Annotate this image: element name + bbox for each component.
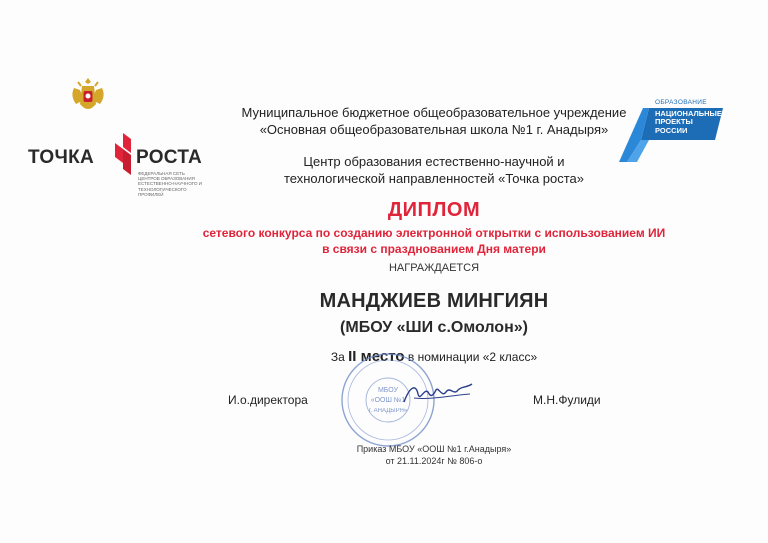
placement-place: II место	[348, 348, 405, 365]
stamp-line: г. АНАДЫРЯ»	[368, 408, 408, 414]
winner-school: (МБОУ «ШИ с.Омолон»)	[340, 319, 528, 336]
contest-line: в связи с празднованием Дня матери	[322, 242, 546, 256]
org-line: «Основная общеобразовательная школа №1 г. Анадыря»	[259, 122, 609, 137]
np-line: РОССИИ	[655, 125, 688, 135]
center-line: технологической направленностей «Точка роста»	[283, 171, 585, 186]
subtitle-line: ТЕХНОЛОГИЧЕСКОГО	[138, 186, 187, 192]
director-role: И.о.директора	[228, 393, 308, 407]
np-line: НАЦИОНАЛЬНЫЕ	[655, 109, 722, 118]
center-line: Центр образования естественно-научной и	[303, 154, 565, 169]
subtitle-line: ЕСТЕСТВЕННО-НАУЧНОГО И	[138, 181, 203, 187]
director-signature	[400, 380, 476, 408]
stamp-line: «ООШ №1	[370, 397, 406, 404]
national-projects-top-label: ОБРАЗОВАНИЕ	[655, 99, 707, 106]
winner-name: МАНДЖИЕВ МИНГИЯН	[319, 290, 549, 312]
subtitle-line: ФЕДЕРАЛЬНАЯ СЕТЬ	[138, 171, 185, 176]
contest-line: сетевого конкурса по созданию электронной открытки с использованием ИИ	[202, 226, 666, 240]
np-line: ПРОЕКТЫ	[655, 117, 693, 127]
order-line: от 21.11.2024г № 806-о	[385, 456, 483, 466]
stamp-line: МБОУ	[377, 387, 399, 394]
contest-description	[150, 225, 718, 257]
order-reference	[150, 443, 718, 467]
organization-name	[150, 104, 718, 138]
subtitle-line: ЦЕНТРОВ ОБРАЗОВАНИЯ	[138, 176, 195, 182]
org-line: Муниципальное бюджетное общеобразовательное учреждение	[241, 105, 627, 120]
order-line: Приказ МБОУ «ООШ №1 г.Анадыря»	[356, 444, 512, 454]
tochka-word: ТОЧКА	[28, 147, 95, 168]
award-label: НАГРАЖДАЕТСЯ	[388, 262, 480, 274]
rosta-word: РОСТА	[136, 147, 203, 168]
coat-of-arms-icon	[66, 74, 110, 118]
director-name: М.Н.Фулиди	[533, 393, 601, 407]
placement-suffix: в номинации «2 класс»	[407, 350, 538, 364]
tochka-rosta-sprout-icon	[111, 131, 135, 181]
subtitle-line: ПРОФИЛЕЙ	[138, 191, 164, 197]
center-name	[150, 153, 718, 187]
diploma-title: ДИПЛОМ	[387, 199, 481, 221]
placement-prefix: За	[330, 350, 345, 364]
